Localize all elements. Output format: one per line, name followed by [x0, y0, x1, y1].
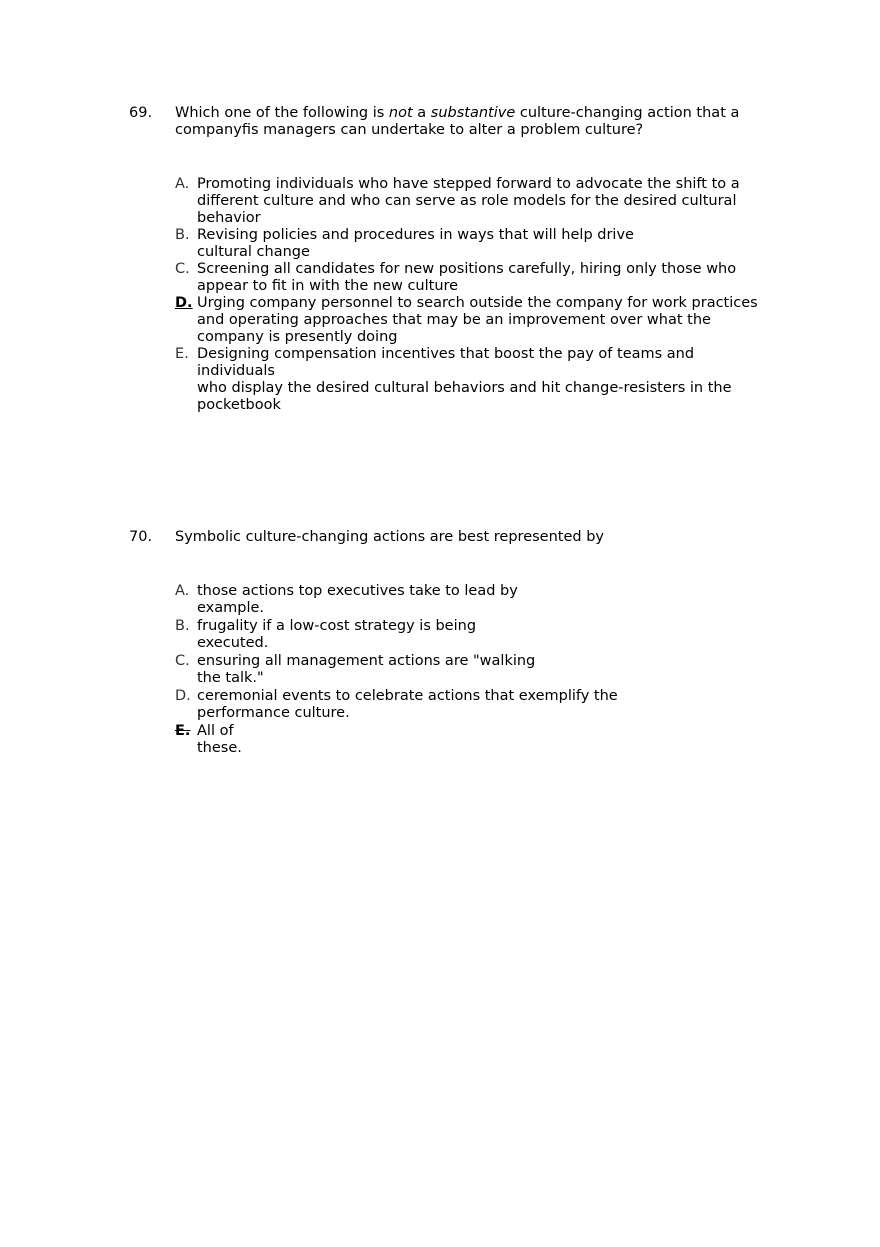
option-text: frugality if a low-cost strategy is being [197, 618, 477, 634]
option-text: who display the desired cultural behaviors and hit change-resisters in the [197, 380, 732, 396]
option-letter: B. [175, 227, 190, 243]
option-d-correct [175, 295, 775, 346]
option-e-correct [175, 723, 635, 757]
option-d [175, 688, 635, 722]
option-b [175, 227, 775, 261]
stem-text: Which one of the following is [175, 105, 389, 121]
question-stem: Symbolic culture-changing actions are best represented by [175, 529, 604, 545]
option-text: Screening all candidates for new positions carefully, hiring only those who [197, 261, 737, 277]
stem-text: culture-changing action that a companyfis managers can undertake to alter a problem culture? [175, 105, 740, 138]
option-letter: A. [175, 176, 190, 192]
option-letter: B. [175, 618, 190, 634]
option-letter: C. [175, 261, 190, 277]
option-text: pocketbook [197, 397, 281, 413]
option-e [175, 346, 775, 414]
stem-emphasis-not: not [388, 105, 413, 121]
option-letter: E. [175, 346, 189, 362]
option-c [175, 261, 775, 295]
option-text: performance culture. [197, 705, 350, 721]
option-text: executed. [197, 635, 269, 651]
option-letter: D. [175, 688, 191, 704]
option-text: ensuring all management actions are "walking [197, 653, 536, 669]
option-text: example. [197, 600, 265, 616]
question-stem [175, 105, 775, 139]
option-text: these. [197, 740, 242, 756]
option-letter-correct: D. [175, 295, 193, 311]
option-text: and operating approaches that may be an improvement over what the [197, 312, 711, 328]
option-a [175, 176, 775, 227]
stem-emphasis-substantive: substantive [430, 105, 516, 121]
option-c [175, 653, 635, 687]
option-text: those actions top executives take to lead by [197, 583, 518, 599]
option-text: different culture and who can serve as role models for the desired cultural [197, 193, 737, 209]
stem-text: a [412, 105, 431, 121]
option-b [175, 618, 635, 652]
option-text: Revising policies and procedures in ways that will help drive [197, 227, 634, 243]
option-text: appear to fit in with the new culture [197, 278, 459, 294]
options-list [175, 176, 775, 414]
option-a [175, 583, 635, 617]
option-letter-correct: E. [175, 723, 191, 739]
option-text: company is presently doing [197, 329, 398, 345]
option-text: Promoting individuals who have stepped forward to advocate the shift to a [197, 176, 740, 192]
option-text: ceremonial events to celebrate actions that exemplify the [197, 688, 618, 704]
option-text: Urging company personnel to search outside the company for work practices [197, 295, 758, 311]
options-list [175, 583, 635, 757]
option-letter: A. [175, 583, 190, 599]
option-text: the talk." [197, 670, 264, 686]
question-number: 70. [129, 529, 153, 545]
option-text: cultural change [197, 244, 310, 260]
option-text: Designing compensation incentives that boost the pay of teams and individuals [197, 346, 695, 379]
option-text: All of [197, 723, 234, 739]
question-number: 69. [129, 105, 153, 121]
option-letter: C. [175, 653, 190, 669]
option-text: behavior [197, 210, 261, 226]
